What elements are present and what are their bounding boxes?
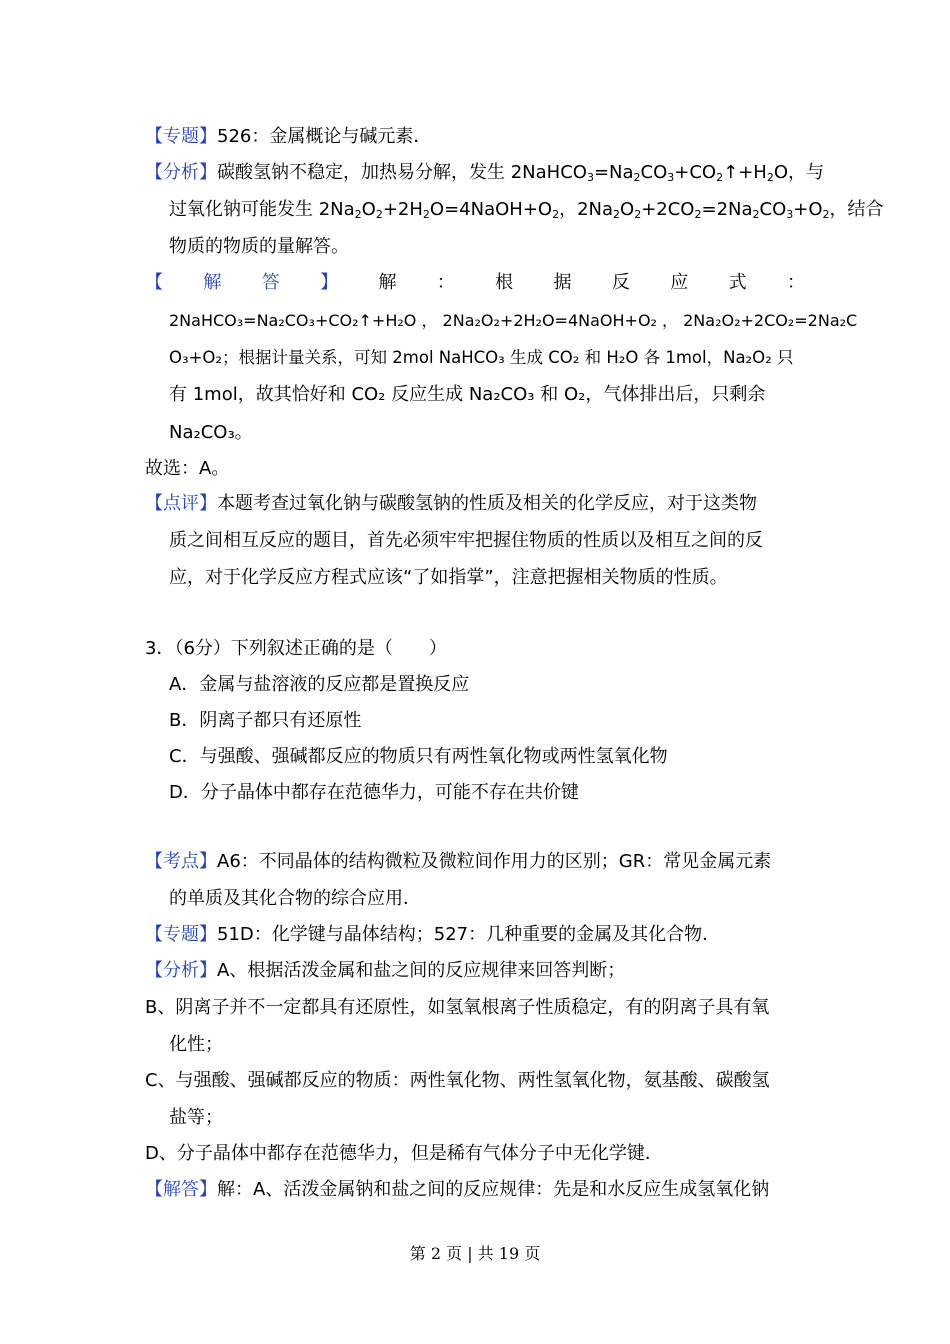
jieda-char: 解: [378, 272, 397, 293]
q2-zhuanti-line: [145, 125, 431, 149]
subscript: 2: [422, 208, 430, 221]
fenxi-text: ↑+H: [723, 162, 767, 183]
q2-jieda-line-2: 2NaHCO₃=Na₂CO₃+CO₂↑+H₂O ， 2Na₂O₂+2H₂O=4NaOH+O₂ ， 2Na₂O₂+2CO₂=2Na₂C: [169, 311, 858, 330]
kaodian-text: A6：不同晶体的结构微粒及微粒间作用力的区别；GR：常见金属元素: [217, 851, 772, 872]
zhuanti-tag: 【专题】: [145, 126, 217, 147]
fenxi-text: 过氧化钠可能发生 2Na: [169, 199, 355, 220]
q3-kaodian-line-2: 的单质及其化合物的综合应用．: [169, 888, 421, 909]
jieda-char: ：: [436, 272, 455, 293]
subscript: 2: [375, 208, 383, 221]
q2-fenxi-line-1: [145, 161, 824, 185]
jieda-justified-row: [145, 271, 805, 295]
jieda-char: 应: [670, 272, 689, 293]
subscript: 2: [716, 171, 724, 184]
subscript: 2: [613, 208, 621, 221]
page-footer: 第 2 页 | 共 19 页: [409, 1244, 541, 1263]
zhuanti-tag: 【专题】: [145, 924, 217, 945]
fenxi-text: +CO: [674, 162, 717, 183]
jieda-char: 反: [611, 272, 630, 293]
subscript: 3: [667, 171, 675, 184]
fenxi-text: +2CO: [641, 199, 695, 220]
jieda-tag-char: 解: [203, 272, 222, 293]
jieda-tag-char: 答: [261, 272, 280, 293]
fenxi-text: O: [620, 199, 635, 220]
kaodian-tag: 【考点】: [145, 851, 217, 872]
q2-jieda-line-1: [145, 271, 805, 295]
jieda-char: 式: [728, 272, 747, 293]
fenxi-text: CO: [759, 199, 787, 220]
fenxi-text: =2Na: [701, 199, 753, 220]
fenxi-text: ，结合: [829, 199, 884, 220]
jieda-text: 解：A、活泼金属钠和盐之间的反应规律：先是和水反应生成氢氧化钠: [217, 1179, 770, 1200]
dianping-tag: 【点评】: [145, 493, 217, 514]
fenxi-text: +O: [793, 199, 823, 220]
fenxi-tag: 【分析】: [145, 960, 217, 981]
q2-jieda-line-3: O₃+O₂；根据计量关系，可知 2mol NaHCO₃ 生成 CO₂ 和 H₂O 各 1mol，Na₂O₂ 只: [169, 348, 794, 367]
fenxi-text: 碳酸氢钠不稳定，加热易分解，发生 2NaHCO: [217, 162, 587, 183]
subscript: 2: [354, 208, 362, 221]
jieda-char: 据: [553, 272, 572, 293]
q3-fenxi-line-4: C、与强酸、强碱都反应的物质：两性氧化物、两性氢氧化物，氨基酸、碳酸氢: [145, 1070, 770, 1091]
subscript: 2: [552, 208, 560, 221]
q2-jieda-line-5: Na₂CO₃。: [169, 422, 253, 443]
q3-kaodian-line-1: [145, 850, 771, 874]
subscript: 3: [586, 171, 594, 184]
q2-answer: 故选：A。: [145, 458, 230, 479]
fenxi-text: O: [361, 199, 376, 220]
q3-option-d: D．分子晶体中都存在范德华力，可能不存在共价键: [169, 782, 579, 803]
q3-fenxi-line-6: D、分子晶体中都存在范德华力，但是稀有气体分子中无化学键．: [145, 1143, 663, 1164]
q2-fenxi-line-3: [169, 235, 349, 259]
q3-stem: 3．（6分）下列叙述正确的是（ ）: [145, 638, 447, 659]
subscript: 2: [633, 171, 641, 184]
subscript: 2: [752, 208, 760, 221]
q3-option-a: A．金属与盐溶液的反应都是置换反应: [169, 674, 470, 695]
subscript: 2: [694, 208, 702, 221]
dianping-text: 本题考查过氧化钠与碳酸氢钠的性质及相关的化学反应，对于这类物: [217, 493, 757, 514]
subscript: 3: [786, 208, 794, 221]
q3-fenxi-line-2: B、阴离子并不一定都具有还原性，如氢氧根离子性质稳定，有的阴离子具有氧: [145, 997, 770, 1018]
subscript: 2: [766, 171, 774, 184]
subscript: 2: [634, 208, 642, 221]
fenxi-tag: 【分析】: [145, 162, 217, 183]
zhuanti-text: 51D：化学键与晶体结构；527：几种重要的金属及其化合物．: [217, 924, 721, 945]
jieda-tag-char: 】: [320, 272, 339, 293]
fenxi-text: =Na: [593, 162, 634, 183]
q3-fenxi-line-5: 盐等；: [169, 1107, 223, 1128]
fenxi-text: 物质的物质的量解答。: [169, 236, 349, 257]
q3-fenxi-line-3: 化性；: [169, 1034, 223, 1055]
fenxi-text: +2H: [382, 199, 423, 220]
q2-dianping-line-2: 质之间相互反应的题目，首先必须牢牢把握住物质的性质以及相互之间的反: [169, 530, 763, 551]
q3-jieda-line-1: [145, 1178, 769, 1202]
jieda-tag: 【解答】: [145, 1179, 217, 1200]
fenxi-text: O，与: [773, 162, 824, 183]
q3-option-c: C．与强酸、强碱都反应的物质只有两性氧化物或两性氢氧化物: [169, 746, 668, 767]
q3-fenxi-line-1: [145, 959, 625, 983]
q2-dianping-line-3: 应，对于化学反应方程式应该“了如指掌”，注意把握相关物质的性质。: [169, 567, 728, 588]
q2-zhuanti-text: 526：金属概论与碱元素．: [217, 126, 432, 147]
fenxi-text: CO: [640, 162, 668, 183]
q3-option-b: B．阴离子都只有还原性: [169, 710, 362, 731]
subscript: 2: [822, 208, 830, 221]
fenxi-text: O=4NaOH+O: [429, 199, 553, 220]
jieda-tag-char: 【: [145, 272, 163, 293]
fenxi-text: ，2Na: [559, 199, 614, 220]
q3-zhuanti-line: [145, 923, 720, 947]
q2-jieda-line-4: 有 1mol，故其恰好和 CO₂ 反应生成 Na₂CO₃ 和 O₂，气体排出后，只剩余: [169, 384, 766, 405]
jieda-char: 根: [495, 272, 514, 293]
q2-dianping-line-1: [145, 492, 757, 516]
fenxi-text: A、根据活泼金属和盐之间的反应规律来回答判断；: [217, 960, 626, 981]
q2-fenxi-line-2: [169, 198, 884, 222]
jieda-char: ：: [786, 272, 805, 293]
